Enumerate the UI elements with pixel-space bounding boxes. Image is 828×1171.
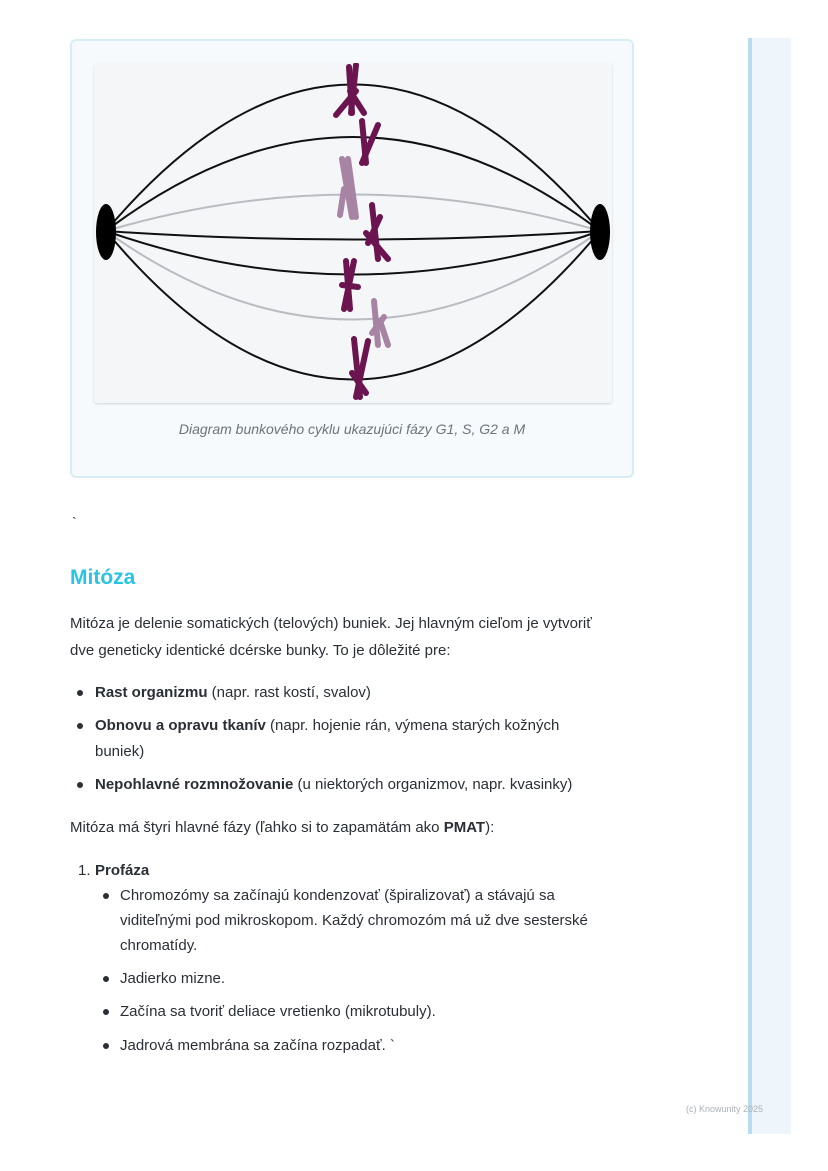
purpose-item-3 — [95, 772, 572, 797]
bullet-dot — [77, 690, 83, 696]
stray-backtick: ` — [72, 514, 77, 530]
spindle-pole-left — [96, 204, 116, 260]
bullet-dot — [103, 1009, 109, 1015]
purpose-item-1-rest: (napr. rast kostí, svalov) — [207, 684, 371, 701]
phase-1-item-1-line-2: viditeľnými pod mikroskopom. Každý chromozóm má už dve sesterské — [120, 912, 588, 929]
chromosome — [362, 121, 378, 163]
purpose-item-2-bold: Obnovu a opravu tkanív — [95, 717, 266, 734]
bullet-dot — [77, 723, 83, 729]
mitotic-spindle-illustration — [94, 63, 612, 403]
phases-intro-pre: Mitóza má štyri hlavné fázy (ľahko si to zapamätám ako — [70, 819, 444, 836]
phase-1-item-2: Jadierko mizne. — [120, 970, 226, 987]
phase-1-item-4: Jadrová membrána sa začína rozpadať. ` — [120, 1037, 395, 1054]
purpose-item-3-rest: (u niektorých organizmov, napr. kvasinky) — [293, 776, 573, 793]
chromosome — [340, 159, 356, 217]
phases-intro-post: ): — [485, 819, 495, 836]
purpose-item-2-cont: buniek) — [95, 743, 145, 760]
spindle-fiber — [106, 231, 600, 240]
copyright-footer: (c) Knowunity 2025 — [686, 1104, 764, 1114]
phases-intro — [70, 815, 650, 840]
pmat-acronym: PMAT — [443, 819, 486, 836]
chromosome — [366, 205, 388, 259]
chromosome — [372, 301, 388, 345]
purpose-item-1-bold: Rast organizmu — [95, 684, 208, 701]
bullet-dot — [103, 893, 109, 899]
phase-1-item-1-line-3: chromatídy. — [120, 937, 198, 954]
chromosome — [352, 339, 368, 397]
chromosome — [342, 261, 358, 309]
phase-1-item-3: Začína sa tvoriť deliace vretienko (mikrotubuly). — [120, 1003, 436, 1020]
bullet-dot — [103, 1043, 109, 1049]
figure-card — [70, 39, 634, 478]
spindle-diagram — [94, 63, 612, 403]
purpose-item-1 — [95, 680, 371, 705]
phase-1-number: 1. — [78, 862, 91, 879]
bullet-dot — [103, 976, 109, 982]
section-heading: Mitóza — [70, 566, 136, 589]
chromosome — [336, 65, 364, 115]
right-sidebar-panel — [748, 38, 791, 1134]
phase-1-item-1-line-1: Chromozómy sa začínajú kondenzovať (špiralizovať) a stávajú sa — [120, 887, 555, 904]
spindle-pole-right — [590, 204, 610, 260]
figure-caption: Diagram bunkového cyklu ukazujúci fázy G1, S, G2 a M — [178, 421, 526, 437]
intro-line-2: dve geneticky identické dcérske bunky. To je dôležité pre: — [70, 642, 451, 659]
purpose-item-2 — [95, 713, 559, 738]
purpose-item-2-rest: (napr. hojenie rán, výmena starých kožných — [265, 717, 560, 734]
bullet-dot — [77, 782, 83, 788]
phase-1-title: Profáza — [95, 862, 150, 879]
intro-line-1: Mitóza je delenie somatických (telových) buniek. Jej hlavným cieľom je vytvoriť — [70, 615, 592, 632]
purpose-item-3-bold: Nepohlavné rozmnožovanie — [95, 776, 294, 793]
